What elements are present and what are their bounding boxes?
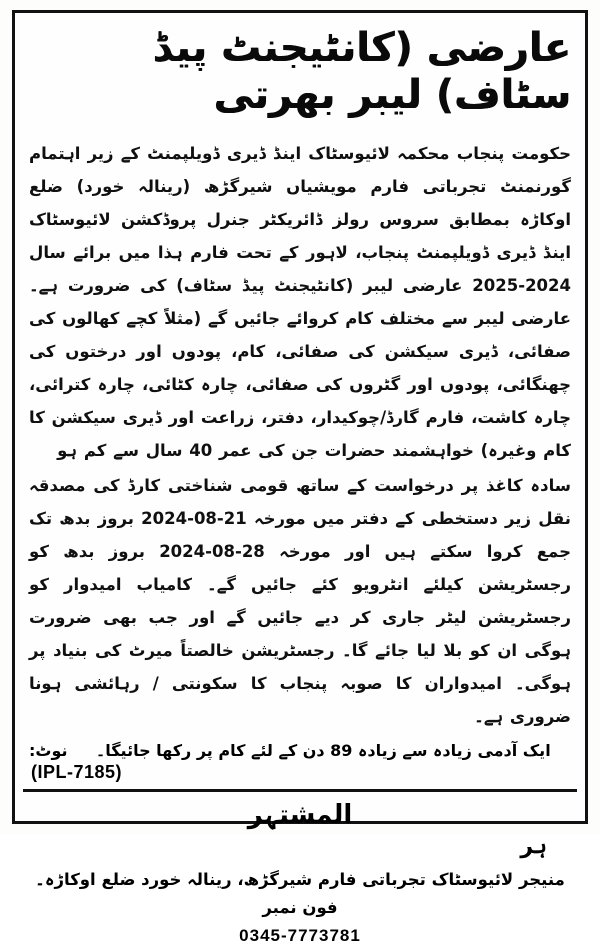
- note-row: [23, 735, 577, 760]
- ad-paragraph-2: سادہ کاغذ پر درخواست کے ساتھ قومی شناختی کارڈ کی مصدقہ نقل زیر دستخطی کے دفتر میں مورخہ 21-08-2024 بروز بدھ تک جمع کروا سکتے ہیں اور مورخہ 28-08-2024 بروز بدھ کو رجسٹریشن کیلئے انٹرویو کئے جائیں گے۔ کامیاب امیدوار کو رجسٹریشن لیٹر جاری کر دیے جائیں گے اور جب بھی ضرورت ہوگی ان کو بلا لیا جائے گا۔ رجسٹریشن خالصتاً میرٹ کی بنیاد پر ہوگی۔ امیدواران کا صوبہ پنجاب کا سکونتی / رہائشی ہونا ضروری ہے۔: [29, 476, 572, 727]
- phone-number: 0345-7773781: [239, 926, 361, 946]
- footer-inner: [23, 789, 577, 949]
- ad-footer: [23, 787, 577, 949]
- advertiser-designation: منیجر لائیوسٹاک تجرباتی فارم شیرگڑھ، رینالہ خورد ضلع اوکاڑہ۔: [35, 869, 565, 889]
- ad-border-frame: [12, 10, 588, 946]
- reference-row: [23, 760, 577, 787]
- reference-number: (IPL-7185): [31, 762, 123, 783]
- note-label: نوٹ:: [29, 741, 68, 761]
- advertiser-signature: المشتہر: [247, 800, 353, 831]
- ad-paragraph-1: حکومت پنجاب محکمہ لائیوسٹاک اینڈ ڈیری ڈویلپمنٹ کے زیر اہتمام گورنمنٹ تجرباتی فارم مویشیاں شیرگڑھ (رینالہ خورد) ضلع اوکاڑہ بمطابق سروس رولز ڈائریکٹر جنرل پروڈکشن لائیوسٹاک اینڈ ڈیری ڈویلپمنٹ پنجاب، لاہور کے تحت فارم ہذا میں برائے سال 2024-2025 عارضی لیبر (کانٹیجنٹ پیڈ سٹاف) کی ضرورت ہے۔ عارضی لیبر سے مختلف کام کروائے جائیں گے (مثلاً کچے کھالوں کی صفائی، ڈیری سیکشن کی صفائی، کام، پودوں اور درختوں کی چھنگائی، پودوں اور گٹروں کی صفائی، چارہ کٹائی، چارہ کترائی، چارہ کاشت، فارم گارڈ/چوکیدار، دفتر، زراعت اور ڈیری سیکشن کا کام وغیرہ) خواہشمند حضرات جن کی عمر 40 سال سے کم ہو: [29, 144, 571, 461]
- ad-headline: عارضی (کانٹیجنٹ پیڈ سٹاف) لیبر بھرتی: [152, 25, 571, 119]
- phone-label: فون نمبر: [262, 898, 338, 917]
- advertiser-signature-sub: ہر: [520, 833, 547, 859]
- ad-body: [23, 137, 577, 735]
- note-text: ایک آدمی زیادہ سے زیادہ 89 دن کے لئے کام پر رکھا جائیگا۔: [95, 741, 551, 761]
